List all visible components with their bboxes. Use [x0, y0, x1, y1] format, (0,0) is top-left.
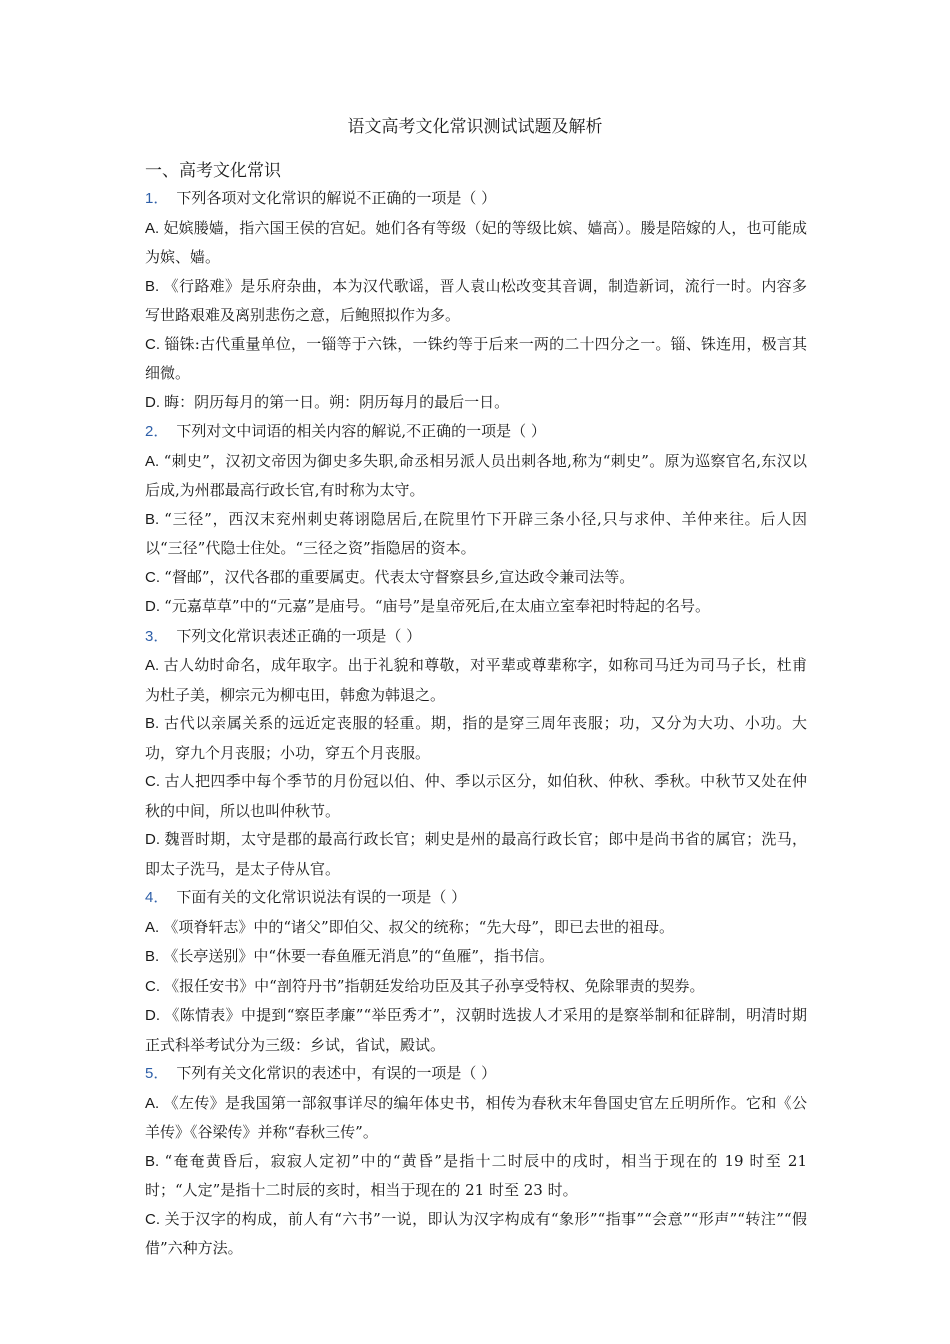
option-a [145, 214, 807, 272]
option-letter: B. [145, 948, 164, 965]
option-c [145, 972, 807, 1002]
option-letter: D. [145, 598, 165, 615]
option-letter: D. [145, 831, 165, 848]
option-b [145, 505, 807, 563]
question-number: 4． [145, 889, 169, 906]
option-text: “奄奄黄昏后，寂寂人定初”中的“黄昏”是指十二时辰中的戌时，相当于现在的 19 时至 21 时；“人定”是指十二时辰的亥时，相当于现在的 21 时至 23 时。 [145, 1151, 807, 1199]
option-b [145, 1147, 807, 1205]
question-1 [145, 184, 807, 417]
option-a [145, 913, 807, 943]
option-letter: B. [145, 510, 165, 528]
option-text: “督邮”，汉代各郡的重要属吏。代表太守督察县乡,宣达政令兼司法等。 [164, 567, 635, 586]
option-letter: A. [145, 918, 164, 936]
option-text: 《项脊轩志》中的“诸父”即伯父、叔父的统称；“先大母”，即已去世的祖母。 [163, 917, 675, 936]
question-number: 1． [145, 190, 169, 207]
option-letter: B. [145, 1152, 165, 1170]
option-b [145, 272, 807, 330]
option-text: 魏晋时期，太守是郡的最高行政长官；刺史是州的最高行政长官；郎中是尚书省的属官；洗马，即太子洗马，是太子侍从官。 [145, 830, 807, 878]
question-stem [145, 417, 807, 447]
option-b [145, 942, 807, 972]
option-letter: C. [145, 1210, 165, 1228]
option-text: 关于汉字的构成，前人有“六书”一说，即认为汉字构成有“象形”“指事”“会意”“形声”“转注”“假借”六种方法。 [145, 1209, 807, 1257]
question-2 [145, 417, 807, 622]
option-c [145, 1205, 807, 1263]
question-stem [145, 1059, 807, 1089]
option-text: 古代以亲属关系的远近定丧服的轻重。期，指的是穿三周年丧服；功，又分为大功、小功。大功，穿九个月丧服；小功，穿五个月丧服。 [145, 714, 807, 762]
option-letter: D. [145, 393, 165, 411]
question-text: 下列各项对文化常识的解说不正确的一项是（ ） [176, 189, 497, 207]
option-c [145, 563, 807, 593]
option-text: 晦：阴历每月的第一日。朔：阴历每月的最后一日。 [164, 392, 510, 411]
option-text: 《行路难》是乐府杂曲，本为汉代歌谣，晋人袁山松改变其音调，制造新词，流行一时。内容多写世路艰难及离别悲伤之意，后鲍照拟作为多。 [145, 276, 807, 324]
question-text: 下列文化常识表述正确的一项是（ ） [176, 626, 422, 645]
option-c [145, 330, 807, 388]
question-stem [145, 622, 807, 652]
question-5 [145, 1059, 807, 1263]
option-text: 《报任安书》中“剖符丹书”指朝廷发给功臣及其子孙享受特权、免除罪责的契券。 [164, 976, 705, 995]
option-letter: A. [145, 1094, 164, 1112]
option-letter: A. [145, 657, 164, 674]
document-content [145, 158, 807, 1263]
question-number: 2． [145, 423, 169, 440]
option-letter: C. [145, 977, 165, 995]
option-letter: D. [145, 1007, 165, 1024]
question-text: 下列有关文化常识的表述中，有误的一项是（ ） [176, 1064, 497, 1082]
option-d [145, 1001, 807, 1059]
option-letter: B. [145, 715, 165, 732]
option-text: 古人幼时命名，成年取字。出于礼貌和尊敬，对平辈或尊辈称字，如称司马迁为司马子长，杜甫为杜子美，柳宗元为柳屯田，韩愈为韩退之。 [145, 656, 807, 704]
option-a [145, 1089, 807, 1147]
option-b [145, 709, 807, 767]
option-letter: C. [145, 773, 165, 790]
option-text: 妃嫔媵嫱，指六国王侯的宫妃。她们各有等级（妃的等级比嫔、嫱高）。媵是陪嫁的人，也可能成为嫔、嫱。 [145, 218, 807, 266]
option-text: “三径”，西汉末兖州刺史蒋诩隐居后,在院里竹下开辟三条小径,只与求仲、羊仲来往。后人因以“三径”代隐士住处。“三径之资”指隐居的资本。 [145, 509, 807, 557]
option-text: 《陈情表》中提到“察臣孝廉”“举臣秀才”，汉朝时选拔人才采用的是察举制和征辟制，明清时期正式科举考试分为三级：乡试，省试，殿试。 [145, 1006, 807, 1054]
option-d [145, 825, 807, 883]
option-text: 锱铢:古代重量单位，一锱等于六铢，一铢约等于后来一两的二十四分之一。锱、铢连用，极言其细微。 [145, 334, 808, 382]
question-number: 3． [145, 627, 169, 645]
option-letter: A. [145, 452, 164, 470]
option-a [145, 651, 807, 709]
option-d [145, 592, 807, 622]
option-letter: B. [145, 277, 164, 295]
document-title: 语文高考文化常识测试试题及解析 [347, 117, 603, 137]
option-text: 《左传》是我国第一部叙事详尽的编年体史书，相传为春秋末年鲁国史官左丘明所作。它和《公羊传》《谷梁传》并称“春秋三传”。 [145, 1093, 807, 1141]
question-number: 5． [145, 1065, 169, 1082]
option-a [145, 447, 807, 505]
option-c [145, 767, 807, 825]
option-text: “元嘉草草”中的“元嘉”是庙号。“庙号”是皇帝死后,在太庙立室奉祀时特起的名号。 [164, 597, 710, 615]
option-text: 《长亭送别》中“休要一春鱼雁无消息”的“鱼雁”，指书信。 [163, 947, 555, 965]
question-stem [145, 883, 807, 913]
question-stem [145, 184, 807, 214]
option-d [145, 388, 807, 418]
question-3 [145, 622, 807, 884]
option-letter: A. [145, 219, 164, 237]
question-text: 下列对文中词语的相关内容的解说,不正确的一项是（ ） [176, 422, 546, 440]
option-letter: C. [145, 568, 165, 586]
question-text: 下面有关的文化常识说法有误的一项是（ ） [176, 888, 467, 906]
option-letter: C. [145, 335, 165, 353]
option-text: 古人把四季中每个季节的月份冠以伯、仲、季以示区分，如伯秋、仲秋、季秋。中秋节又处在仲秋的中间，所以也叫仲秋节。 [145, 772, 807, 820]
option-text: “刺史”，汉初文帝因为御史多失职,命丞相另派人员出刺各地,称为“刺史”。原为巡察官名,东汉以后成,为州郡最高行政长官,有时称为太守。 [145, 451, 807, 499]
question-4 [145, 883, 807, 1059]
section-heading: 一、高考文化常识 [145, 161, 281, 181]
